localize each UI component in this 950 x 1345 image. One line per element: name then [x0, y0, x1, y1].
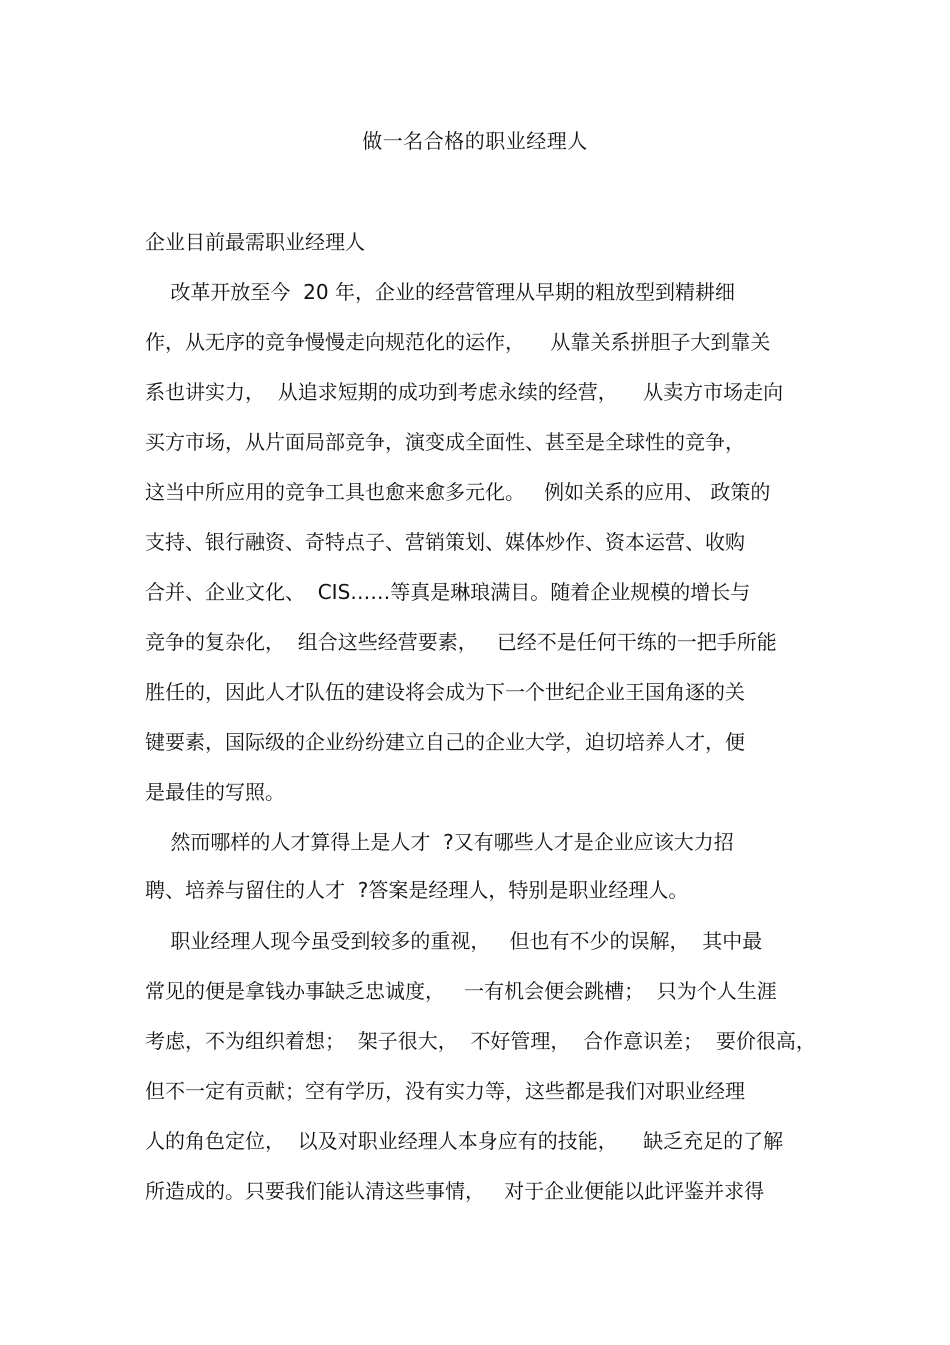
body-line: 合并、企业文化、 CIS……等真是琳琅满目。随着企业规模的增长与	[145, 580, 751, 604]
body-line: 常见的便是拿钱办事缺乏忠诚度， 一有机会便会跳槽； 只为个人生涯	[145, 979, 777, 1003]
body-line: 系也讲实力， 从追求短期的成功到考虑永续的经营， 从卖方市场走向	[145, 380, 784, 404]
body-line: 人的角色定位， 以及对职业经理人本身应有的技能， 缺乏充足的了解	[145, 1129, 784, 1153]
body-line: 改革开放至今 20 年，企业的经营管理从早期的粗放型到精耕细	[145, 280, 735, 304]
body-line: 考虑，不为组织着想； 架子很大， 不好管理， 合作意识差； 要价很高，	[145, 1029, 816, 1053]
body-line: 然而哪样的人才算得上是人才 ?又有哪些人才是企业应该大力招	[145, 830, 734, 854]
body-line: 支持、银行融资、奇特点子、营销策划、媒体炒作、资本运营、收购	[145, 530, 745, 554]
section-heading: 企业目前最需职业经理人	[145, 230, 365, 254]
document-title: 做一名合格的职业经理人	[362, 129, 588, 153]
body-line: 键要素，国际级的企业纷纷建立自己的企业大学，迫切培养人才，便	[145, 730, 745, 754]
body-line: 聘、培养与留住的人才 ?答案是经理人，特别是职业经理人。	[145, 878, 689, 902]
body-line: 作，从无序的竞争慢慢走向规范化的运作， 从靠关系拼胆子大到靠关	[145, 330, 771, 354]
body-line: 但不一定有贡献；空有学历，没有实力等，这些都是我们对职业经理	[145, 1079, 745, 1103]
body-line: 竞争的复杂化， 组合这些经营要素， 已经不是任何干练的一把手所能	[145, 630, 777, 654]
body-line: 这当中所应用的竞争工具也愈来愈多元化。 例如关系的应用、 政策的	[145, 480, 771, 504]
body-line: 职业经理人现今虽受到较多的重视， 但也有不少的误解， 其中最	[145, 929, 763, 953]
body-line: 所造成的。只要我们能认清这些事情， 对于企业便能以此评鉴并求得	[145, 1179, 765, 1203]
body-line: 是最佳的写照。	[145, 780, 285, 804]
body-line: 买方市场，从片面局部竞争，演变成全面性、甚至是全球性的竞争，	[145, 430, 745, 454]
body-line: 胜任的，因此人才队伍的建设将会成为下一个世纪企业王国角逐的关	[145, 680, 745, 704]
